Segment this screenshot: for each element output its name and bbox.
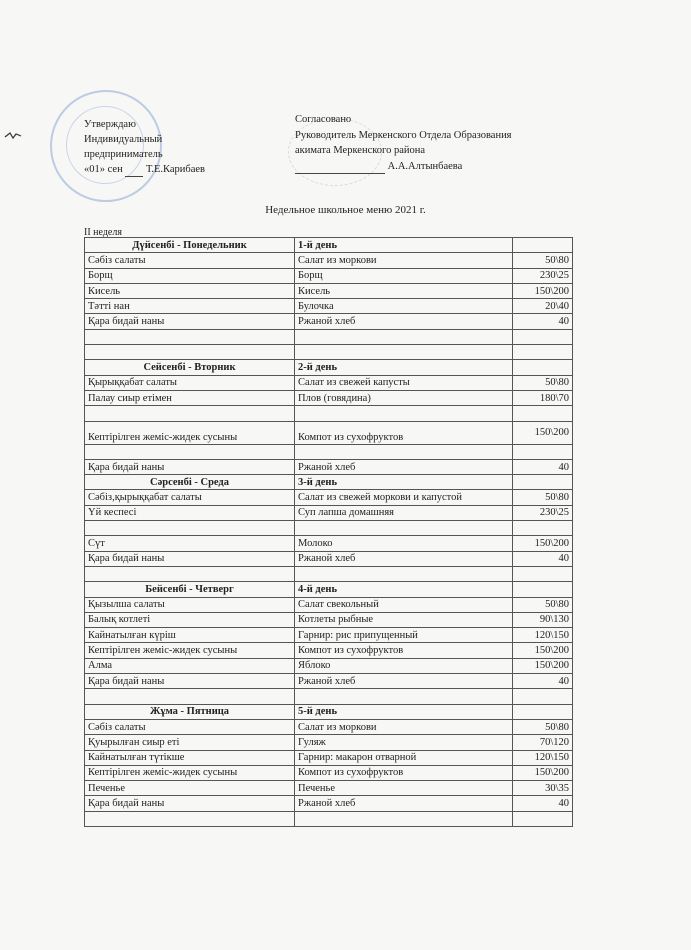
agree-name: А.А.Алтынбаева bbox=[387, 160, 463, 172]
portion-size: 120\150 bbox=[513, 628, 573, 643]
dish-name-ru: Яблоко bbox=[295, 658, 513, 673]
day-name: Сәрсенбі - Среда bbox=[85, 475, 295, 490]
dish-name-ru bbox=[295, 521, 513, 536]
table-row bbox=[85, 765, 573, 780]
table-row bbox=[85, 299, 573, 314]
day-header-row bbox=[85, 360, 573, 375]
dish-name-ru bbox=[295, 566, 513, 581]
dish-name-kz bbox=[85, 329, 295, 344]
portion-size: 40 bbox=[513, 459, 573, 474]
dish-name-kz: Кептірілген жеміс-жидек сусыны bbox=[85, 421, 295, 444]
dish-name-kz: Қара бидай наны bbox=[85, 674, 295, 689]
table-row bbox=[85, 329, 573, 344]
agree-role-2: акимата Меркенского района bbox=[295, 145, 426, 156]
approve-heading: Утверждаю bbox=[84, 119, 136, 130]
portion-size: 180\70 bbox=[513, 390, 573, 405]
table-row bbox=[85, 268, 573, 283]
table-row bbox=[85, 674, 573, 689]
day-header-row bbox=[85, 704, 573, 719]
portion-size: 40 bbox=[513, 674, 573, 689]
dish-name-ru bbox=[295, 406, 513, 421]
table-row bbox=[85, 390, 573, 405]
table-row bbox=[85, 253, 573, 268]
portion-size bbox=[513, 811, 573, 826]
dish-name-ru: Котлеты рыбные bbox=[295, 612, 513, 627]
dish-name-ru: Ржаной хлеб bbox=[295, 796, 513, 811]
dish-name-ru: Ржаной хлеб bbox=[295, 459, 513, 474]
portion-size bbox=[513, 689, 573, 704]
table-row bbox=[85, 375, 573, 390]
week-label: II неделя bbox=[84, 227, 122, 238]
day-header-row bbox=[85, 582, 573, 597]
dish-name-kz: Қызылша салаты bbox=[85, 597, 295, 612]
dish-name-ru: Компот из сухофруктов bbox=[295, 765, 513, 780]
dish-name-kz: Палау сиыр етімен bbox=[85, 390, 295, 405]
portion-size: 230\25 bbox=[513, 505, 573, 520]
table-row bbox=[85, 643, 573, 658]
portion-size: 150\200 bbox=[513, 421, 573, 444]
dish-name-ru bbox=[295, 689, 513, 704]
day-number: 5-й день bbox=[295, 704, 513, 719]
dish-name-kz bbox=[85, 521, 295, 536]
day-name: Бейсенбі - Четверг bbox=[85, 582, 295, 597]
dish-name-kz: Кайнатылған түтікше bbox=[85, 750, 295, 765]
dish-name-kz: Сәбіз салаты bbox=[85, 719, 295, 734]
portion-size: 40 bbox=[513, 551, 573, 566]
approve-signature-line bbox=[84, 162, 205, 177]
portion-size: 50\80 bbox=[513, 490, 573, 505]
dish-name-kz: Кисель bbox=[85, 283, 295, 298]
table-row bbox=[85, 551, 573, 566]
day-number: 2-й день bbox=[295, 360, 513, 375]
day-header-qty bbox=[513, 475, 573, 490]
dish-name-ru: Компот из сухофруктов bbox=[295, 643, 513, 658]
table-row bbox=[85, 689, 573, 704]
agreement-block bbox=[295, 112, 512, 174]
dish-name-kz: Сәбіз салаты bbox=[85, 253, 295, 268]
page-title: Недельное школьное меню 2021 г. bbox=[265, 204, 426, 216]
table-row bbox=[85, 345, 573, 360]
table-row bbox=[85, 505, 573, 520]
table-row bbox=[85, 781, 573, 796]
day-header-qty bbox=[513, 582, 573, 597]
portion-size bbox=[513, 444, 573, 459]
table-row bbox=[85, 406, 573, 421]
portion-size: 50\80 bbox=[513, 597, 573, 612]
margin-mark bbox=[4, 131, 22, 141]
portion-size: 40 bbox=[513, 314, 573, 329]
table-row bbox=[85, 597, 573, 612]
dish-name-ru: Гарнир: рис припущенный bbox=[295, 628, 513, 643]
approve-role-2: предприниматель bbox=[84, 149, 163, 160]
day-name: Сейсенбі - Вторник bbox=[85, 360, 295, 375]
dish-name-kz: Қара бидай наны bbox=[85, 459, 295, 474]
portion-size: 30\35 bbox=[513, 781, 573, 796]
dish-name-kz bbox=[85, 406, 295, 421]
dish-name-kz bbox=[85, 345, 295, 360]
dish-name-ru: Салат из моркови bbox=[295, 253, 513, 268]
dish-name-kz bbox=[85, 566, 295, 581]
table-row bbox=[85, 536, 573, 551]
portion-size: 50\80 bbox=[513, 253, 573, 268]
dish-name-ru: Компот из сухофруктов bbox=[295, 421, 513, 444]
dish-name-ru: Борщ bbox=[295, 268, 513, 283]
agree-heading: Согласовано bbox=[295, 114, 352, 125]
dish-name-kz bbox=[85, 811, 295, 826]
dish-name-kz: Борщ bbox=[85, 268, 295, 283]
day-header-qty bbox=[513, 704, 573, 719]
day-name: Дүйсенбі - Понедельник bbox=[85, 238, 295, 253]
dish-name-ru: Салат из свежей моркови и капустой bbox=[295, 490, 513, 505]
dish-name-ru: Суп лапша домашняя bbox=[295, 505, 513, 520]
dish-name-kz: Сүт bbox=[85, 536, 295, 551]
agree-role-1: Руководитель Меркенского Отдела Образования bbox=[295, 129, 512, 141]
table-row bbox=[85, 444, 573, 459]
portion-size: 150\200 bbox=[513, 643, 573, 658]
table-row bbox=[85, 612, 573, 627]
portion-size: 150\200 bbox=[513, 765, 573, 780]
table-row bbox=[85, 750, 573, 765]
dish-name-ru bbox=[295, 345, 513, 360]
portion-size: 50\80 bbox=[513, 719, 573, 734]
dish-name-kz bbox=[85, 444, 295, 459]
dish-name-kz: Қара бидай наны bbox=[85, 796, 295, 811]
dish-name-ru: Гарнир: макарон отварной bbox=[295, 750, 513, 765]
day-name: Жұма - Пятница bbox=[85, 704, 295, 719]
portion-size: 40 bbox=[513, 796, 573, 811]
dish-name-kz: Үй кеспесі bbox=[85, 505, 295, 520]
dish-name-kz: Қара бидай наны bbox=[85, 314, 295, 329]
table-row bbox=[85, 628, 573, 643]
portion-size: 50\80 bbox=[513, 375, 573, 390]
day-number: 3-й день bbox=[295, 475, 513, 490]
dish-name-ru: Ржаной хлеб bbox=[295, 314, 513, 329]
dish-name-kz: Печенье bbox=[85, 781, 295, 796]
dish-name-ru bbox=[295, 444, 513, 459]
dish-name-kz bbox=[85, 689, 295, 704]
portion-size: 20\40 bbox=[513, 299, 573, 314]
day-header-row bbox=[85, 475, 573, 490]
table-row bbox=[85, 719, 573, 734]
table-row bbox=[85, 421, 573, 444]
portion-size: 150\200 bbox=[513, 658, 573, 673]
table-row bbox=[85, 283, 573, 298]
dish-name-ru: Кисель bbox=[295, 283, 513, 298]
dish-name-ru bbox=[295, 329, 513, 344]
portion-size bbox=[513, 329, 573, 344]
approve-name: Т.Е.Карибаев bbox=[145, 164, 205, 175]
approve-role-1: Индивидуальный bbox=[84, 134, 163, 145]
approve-date: «01» сен bbox=[84, 164, 123, 175]
dish-name-ru bbox=[295, 811, 513, 826]
dish-name-ru: Ржаной хлеб bbox=[295, 674, 513, 689]
dish-name-kz: Кептірілген жеміс-жидек сусыны bbox=[85, 765, 295, 780]
day-header-row bbox=[85, 238, 573, 253]
day-header-qty bbox=[513, 360, 573, 375]
day-header-qty bbox=[513, 238, 573, 253]
day-number: 1-й день bbox=[295, 238, 513, 253]
portion-size bbox=[513, 521, 573, 536]
dish-name-ru: Молоко bbox=[295, 536, 513, 551]
dish-name-kz: Алма bbox=[85, 658, 295, 673]
dish-name-ru: Салат из моркови bbox=[295, 719, 513, 734]
table-row bbox=[85, 658, 573, 673]
table-row bbox=[85, 735, 573, 750]
dish-name-ru: Булочка bbox=[295, 299, 513, 314]
dish-name-ru: Ржаной хлеб bbox=[295, 551, 513, 566]
table-row bbox=[85, 490, 573, 505]
dish-name-ru: Печенье bbox=[295, 781, 513, 796]
portion-size: 120\150 bbox=[513, 750, 573, 765]
dish-name-kz: Тәтті нан bbox=[85, 299, 295, 314]
dish-name-kz: Сәбіз,қырыққабат салаты bbox=[85, 490, 295, 505]
portion-size: 230\25 bbox=[513, 268, 573, 283]
portion-size: 150\200 bbox=[513, 283, 573, 298]
dish-name-ru: Плов (говядина) bbox=[295, 390, 513, 405]
table-row bbox=[85, 796, 573, 811]
table-row bbox=[85, 521, 573, 536]
table-row bbox=[85, 566, 573, 581]
dish-name-ru: Салат свекольный bbox=[295, 597, 513, 612]
dish-name-kz: Қырыққабат салаты bbox=[85, 375, 295, 390]
table-row bbox=[85, 811, 573, 826]
dish-name-kz: Қуырылған сиыр еті bbox=[85, 735, 295, 750]
dish-name-kz: Қара бидай наны bbox=[85, 551, 295, 566]
portion-size bbox=[513, 345, 573, 360]
dish-name-ru: Салат из свежей капусты bbox=[295, 375, 513, 390]
portion-size: 150\200 bbox=[513, 536, 573, 551]
table-row bbox=[85, 459, 573, 474]
dish-name-ru: Гуляж bbox=[295, 735, 513, 750]
dish-name-kz: Балық котлеті bbox=[85, 612, 295, 627]
portion-size bbox=[513, 406, 573, 421]
menu-table bbox=[84, 237, 573, 827]
portion-size: 90\130 bbox=[513, 612, 573, 627]
agree-signature-line bbox=[295, 159, 512, 175]
approval-block bbox=[84, 117, 205, 177]
day-number: 4-й день bbox=[295, 582, 513, 597]
portion-size: 70\120 bbox=[513, 735, 573, 750]
portion-size bbox=[513, 566, 573, 581]
dish-name-kz: Кайнатылған күріш bbox=[85, 628, 295, 643]
table-row bbox=[85, 314, 573, 329]
dish-name-kz: Кептірілген жеміс-жидек сусыны bbox=[85, 643, 295, 658]
